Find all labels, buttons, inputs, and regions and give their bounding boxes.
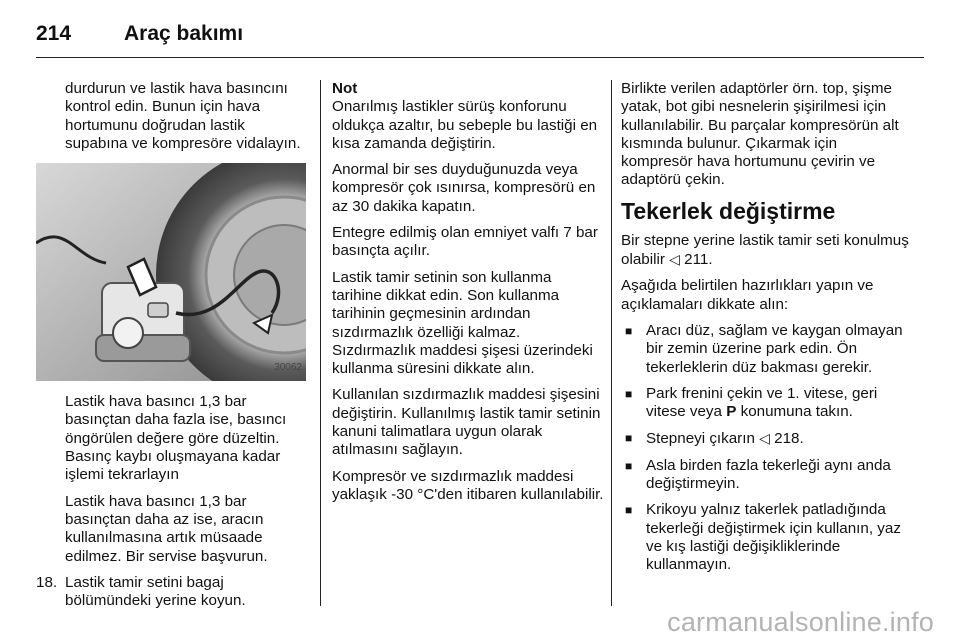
adapters-paragraph: Birlikte verilen adaptörler örn. top, şişme yatak, bot gibi nesnelerin şişirilmesi için kullanılabilir. Bu parçalar kompresörün alt kısmında bulunur. Çıkarmak için kompresör hava hortumunu çevirin ve adaptörü çekin. xyxy=(621,80,899,189)
bullet-icon: ■ xyxy=(625,458,633,473)
list-item xyxy=(621,322,911,377)
list-item xyxy=(621,385,911,422)
preparation-list xyxy=(621,322,911,575)
section-heading: Tekerlek değiştirme xyxy=(621,197,836,224)
list-item xyxy=(621,457,911,494)
page-title: Araç bakımı xyxy=(124,22,244,45)
bullet-icon: ■ xyxy=(625,323,633,338)
page-header xyxy=(36,14,243,54)
pressure-over-paragraph: Lastik hava basıncı 1,3 bar basınçtan daha fazla ise, basıncı öngörülen değere göre düzeltin. Basınç kaybı oluşmayana kadar işlemi tekrarlayın xyxy=(65,393,287,484)
gear-p: P xyxy=(726,403,737,421)
bullet-icon: ■ xyxy=(625,386,633,401)
column-1 xyxy=(36,80,308,610)
bullet-icon: ■ xyxy=(625,431,633,446)
note-block xyxy=(332,80,604,153)
xref-arrow-icon: ◁ xyxy=(669,251,680,268)
step-18 xyxy=(36,574,308,611)
note-text: Onarılmış lastikler sürüş konforunu oldukça azaltır, bu sebeple bu lastiği en kısa zamanda değiştirin. xyxy=(332,98,598,152)
noise-paragraph: Anormal bir ses duyduğunuzda veya kompresör çok ısınırsa, kompresörü en az 30 dakika kapatın. xyxy=(332,161,596,215)
preparation-paragraph: Aşağıda belirtilen hazırlıkları yapın ve açıklamaları dikkate alın: xyxy=(621,277,874,313)
compressor-figure xyxy=(36,163,306,381)
list-item-text xyxy=(646,385,911,422)
expiry-paragraph: Lastik tamir setinin son kullanma tarihine dikkat edin. Son kullanma tarihinin geçmesinin ardından sızdırmazlık özelliği kalmaz. Sızdırmazlık maddesi şişesi üzerindeki kullanma süresini dikkate alın. xyxy=(332,268,593,378)
intro-paragraph: durdurun ve lastik hava basıncını kontrol edin. Bunun için hava hortumunu doğrudan lastik supabına ve kompresöre vidalayın. xyxy=(65,80,301,152)
column-2 xyxy=(332,80,604,512)
page-number: 214 xyxy=(36,22,72,45)
replace-paragraph: Kullanılan sızdırmazlık maddesi şişesini değiştirin. Kullanılmış lastik tamir setinin kanuni talimatlara uygun olarak atılmasını sağlayın. xyxy=(332,386,601,459)
list-item-text: Asla birden fazla tekerleği aynı anda değiştirmeyin. xyxy=(646,456,891,493)
bullet-icon: ■ xyxy=(625,503,633,518)
column-3 xyxy=(621,80,911,583)
pressure-under-paragraph: Lastik hava basıncı 1,3 bar basınçtan daha az ise, aracın kullanılmasına artık müsaade edilmez. Bir servise başvurun. xyxy=(65,492,268,565)
column-divider-2 xyxy=(611,80,612,606)
watermark: carmanualsonline.info xyxy=(667,607,934,637)
valve-paragraph: Entegre edilmiş olan emniyet valfı 7 bar basınçta açılır. xyxy=(332,224,598,260)
step-number: 18. xyxy=(36,573,58,591)
list-item xyxy=(621,429,911,448)
column-divider-1 xyxy=(320,80,321,606)
header-rule xyxy=(36,57,924,58)
step-text: Lastik tamir setini bagaj bölümündeki yerine koyun. xyxy=(65,573,246,610)
spare-ref: 211. xyxy=(684,251,713,269)
list-item-text xyxy=(646,429,804,448)
spare-remove-text: Stepneyi çıkarın xyxy=(646,430,755,448)
list-item-text: Krikoyu yalnız takerlek patladığında tekerleği değiştirmek için kullanın, yaz ve kış lastiği değişikliklerinde kullanmayın. xyxy=(646,501,901,574)
brake-text: Park frenini çekin ve 1. vitese, geri vitese veya xyxy=(646,384,878,421)
brake-text-end: konumuna takın. xyxy=(740,403,853,421)
spare-text: Bir stepne yerine lastik tamir seti konulmuş olabilir xyxy=(621,231,909,269)
compressor-illustration xyxy=(36,163,306,381)
spare-remove-ref: 218. xyxy=(774,430,804,448)
list-item xyxy=(621,501,911,574)
xref-arrow-icon: ◁ xyxy=(759,430,770,447)
list-item-text: Aracı düz, sağlam ve kaygan olmayan bir zemin üzerine park edin. Ön tekerleklerin düz bakması gerekir. xyxy=(646,321,903,376)
figure-id: 30062 xyxy=(274,361,302,373)
note-title: Not xyxy=(332,80,358,97)
spare-paragraph xyxy=(621,232,911,270)
temperature-paragraph: Kompresör ve sızdırmazlık maddesi yaklaşık -30 °C'den itibaren kullanılabilir. xyxy=(332,467,604,503)
